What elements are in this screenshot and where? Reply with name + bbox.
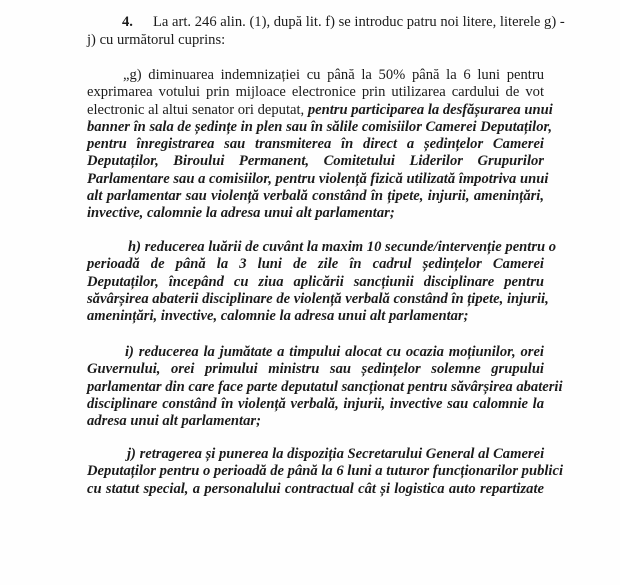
emphasized-text: pentru înregistrarea sau transmiterea în direct a ședințelor Camerei xyxy=(87,136,544,152)
text-run: exprimarea votului prin mijloace electronice prin utilizarea cardului de vot xyxy=(87,84,544,101)
paragraph-line xyxy=(87,187,544,205)
emphasized-text: disciplinare constând în violență verbală, injurii, invective sau calomnie la xyxy=(87,395,544,412)
emphasized-text: parlamentar din care face parte deputatul sancționat pentru săvârșirea abaterii xyxy=(87,378,563,395)
paragraph-line xyxy=(87,462,564,480)
paragraph-line xyxy=(87,255,544,273)
emphasized-text: săvârșirea abaterii disciplinare de violență verbală constând în țipete, injurii, xyxy=(87,290,549,307)
paragraph-line xyxy=(87,170,549,188)
paragraph-line xyxy=(87,152,544,170)
emphasized-text: alt parlamentar sau violență verbală constând în țipete, injurii, amenințări, xyxy=(87,187,544,204)
paragraph-line xyxy=(87,273,544,291)
paragraph-line xyxy=(87,135,544,153)
paragraph-line xyxy=(123,66,544,84)
paragraph-line xyxy=(87,378,563,396)
paragraph-line xyxy=(128,238,557,256)
emphasized-text: amenințări, invective, calomnie la adresa unui alt parlamentar; xyxy=(87,308,469,324)
paragraph-line xyxy=(87,395,544,413)
paragraph-line xyxy=(87,360,544,378)
emphasized-text: perioadă de până la 3 luni de zile în cadrul ședințelor Camerei xyxy=(87,256,544,273)
section-number: 4. xyxy=(122,14,133,30)
emphasized-text: cu statut special, a personalului contractual cât și logistica auto repartizate xyxy=(87,480,544,497)
emphasized-text: invective, calomnie la adresa unui alt parlamentar; xyxy=(87,205,395,221)
paragraph-line xyxy=(87,307,544,325)
paragraph-line xyxy=(87,118,553,136)
emphasized-text: Guvernului, orei primului ministru sau ședințelor solemne grupului xyxy=(87,361,544,378)
intro-line xyxy=(153,13,565,31)
text-run: „g) diminuarea indemnizației cu până la 50% până la 6 luni pentru xyxy=(123,67,544,83)
emphasized-text: adresa unui alt parlamentar; xyxy=(87,413,261,429)
paragraph-line xyxy=(127,445,544,463)
emphasized-text: Deputaților, începând cu ziua aplicării sancțiunii disciplinare pentru xyxy=(87,273,544,290)
paragraph-line xyxy=(125,343,544,361)
paragraph-line xyxy=(87,101,553,119)
paragraph-line xyxy=(87,480,544,498)
emphasized-text: Deputaților pentru o perioadă de până la 6 luni a tuturor funcționarilor publici xyxy=(87,463,564,480)
text-run: j) cu următorul cuprins: xyxy=(87,32,226,48)
paragraph-line xyxy=(87,204,544,222)
emphasized-text: banner în sala de ședințe in plen sau în sălile comisiilor Camerei Deputaților, xyxy=(87,118,553,135)
emphasized-text: pentru participarea la desfășurarea unui xyxy=(307,101,553,118)
paragraph-line xyxy=(87,290,549,308)
emphasized-text: h) reducerea luării de cuvânt la maxim 10 secunde/intervenție pentru o xyxy=(128,239,557,255)
emphasized-text: Deputaților, Biroului Permanent, Comitetului Liderilor Grupurilor xyxy=(87,153,544,170)
paragraph-line xyxy=(87,83,544,101)
emphasized-text: j) retragerea și punerea la dispoziția Secretarului General al Camerei xyxy=(127,446,545,462)
text-run: La art. 246 alin. (1), după lit. f) se introduc patru noi litere, literele g) - xyxy=(153,14,565,30)
intro-line xyxy=(87,31,544,49)
emphasized-text: Parlamentare sau a comisiilor, pentru violență fizică utilizată împotriva unui xyxy=(87,170,549,187)
text-run: electronic al altui senator ori deputat, xyxy=(87,101,308,118)
paragraph-line xyxy=(87,412,544,430)
emphasized-text: i) reducerea la jumătate a timpului alocat cu ocazia moțiunilor, orei xyxy=(125,344,544,360)
